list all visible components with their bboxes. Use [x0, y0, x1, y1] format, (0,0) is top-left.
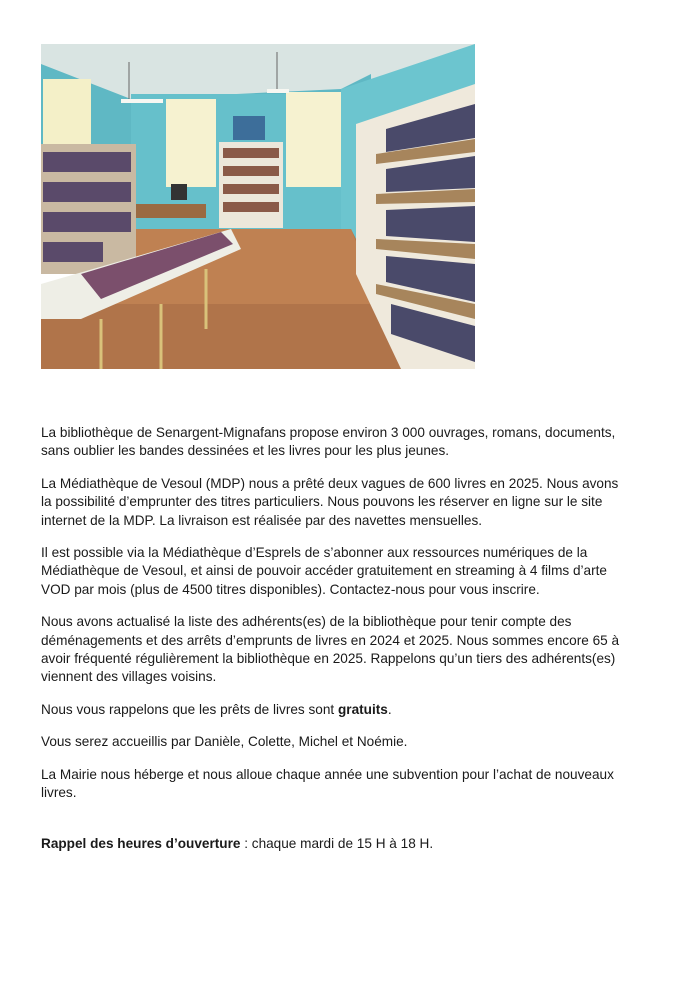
- paragraph-free-loans: [41, 701, 626, 719]
- paragraph-collection: La bibliothèque de Senargent-Mignafans propose environ 3 000 ouvrages, romans, documents, sans oublier les bandes dessinées et les livres pour les plus jeunes.: [41, 425, 616, 459]
- free-loans-emphasis: gratuits: [337, 701, 388, 717]
- free-loans-end: .: [387, 701, 392, 717]
- opening-hours-value: : chaque mardi de 15 H à 18 H.: [240, 836, 434, 851]
- library-photo-drawing: [41, 44, 475, 369]
- paragraph-mdp: La Médiathèque de Vesoul (MDP) nous a prêté deux vagues de 600 livres en 2025. Nous avons la possibilité d’emprunter des titres particuliers. Nous pouvons les réserver en ligne sur le site internet de la MDP. La livraison est réalisée par des navettes mensuelles.: [41, 475, 619, 528]
- paragraph-mairie: La Mairie nous héberge et nous alloue chaque année une subvention pour l’achat de nouveaux livres.: [41, 766, 614, 801]
- paragraph-members: Nous avons actualisé la liste des adhérents(es) de la bibliothèque pour tenir compte des déménagements et des arrêts d’emprunts de livres en 2024 et 2025. Nous sommes encore 65 à avoir fréquenté régulièrement la bibliothèque en 2025. Rappelons qu’un tiers des adhérents(es) viennent des villages voisins.: [41, 614, 620, 685]
- paragraph-digital-resources: Il est possible via la Médiathèque d’Esprels de s’abonner aux ressources numériques de la Médiathèque de Vesoul, et ainsi de pouvoir accéder gratuitement en streaming à 4 films d’arte VOD par mois (plus de 4500 titres disponibles). Contactez-nous pour vous inscrire.: [41, 545, 607, 597]
- opening-hours: [41, 835, 626, 853]
- description-text: [41, 424, 626, 817]
- opening-hours-label: Rappel des heures d’ouverture: [41, 836, 241, 851]
- paragraph-volunteers: Vous serez accueillis par Danièle, Colette, Michel et Noémie.: [41, 734, 408, 750]
- library-photo: [41, 44, 475, 369]
- free-loans-text: Nous vous rappelons que les prêts de livres sont: [41, 701, 338, 717]
